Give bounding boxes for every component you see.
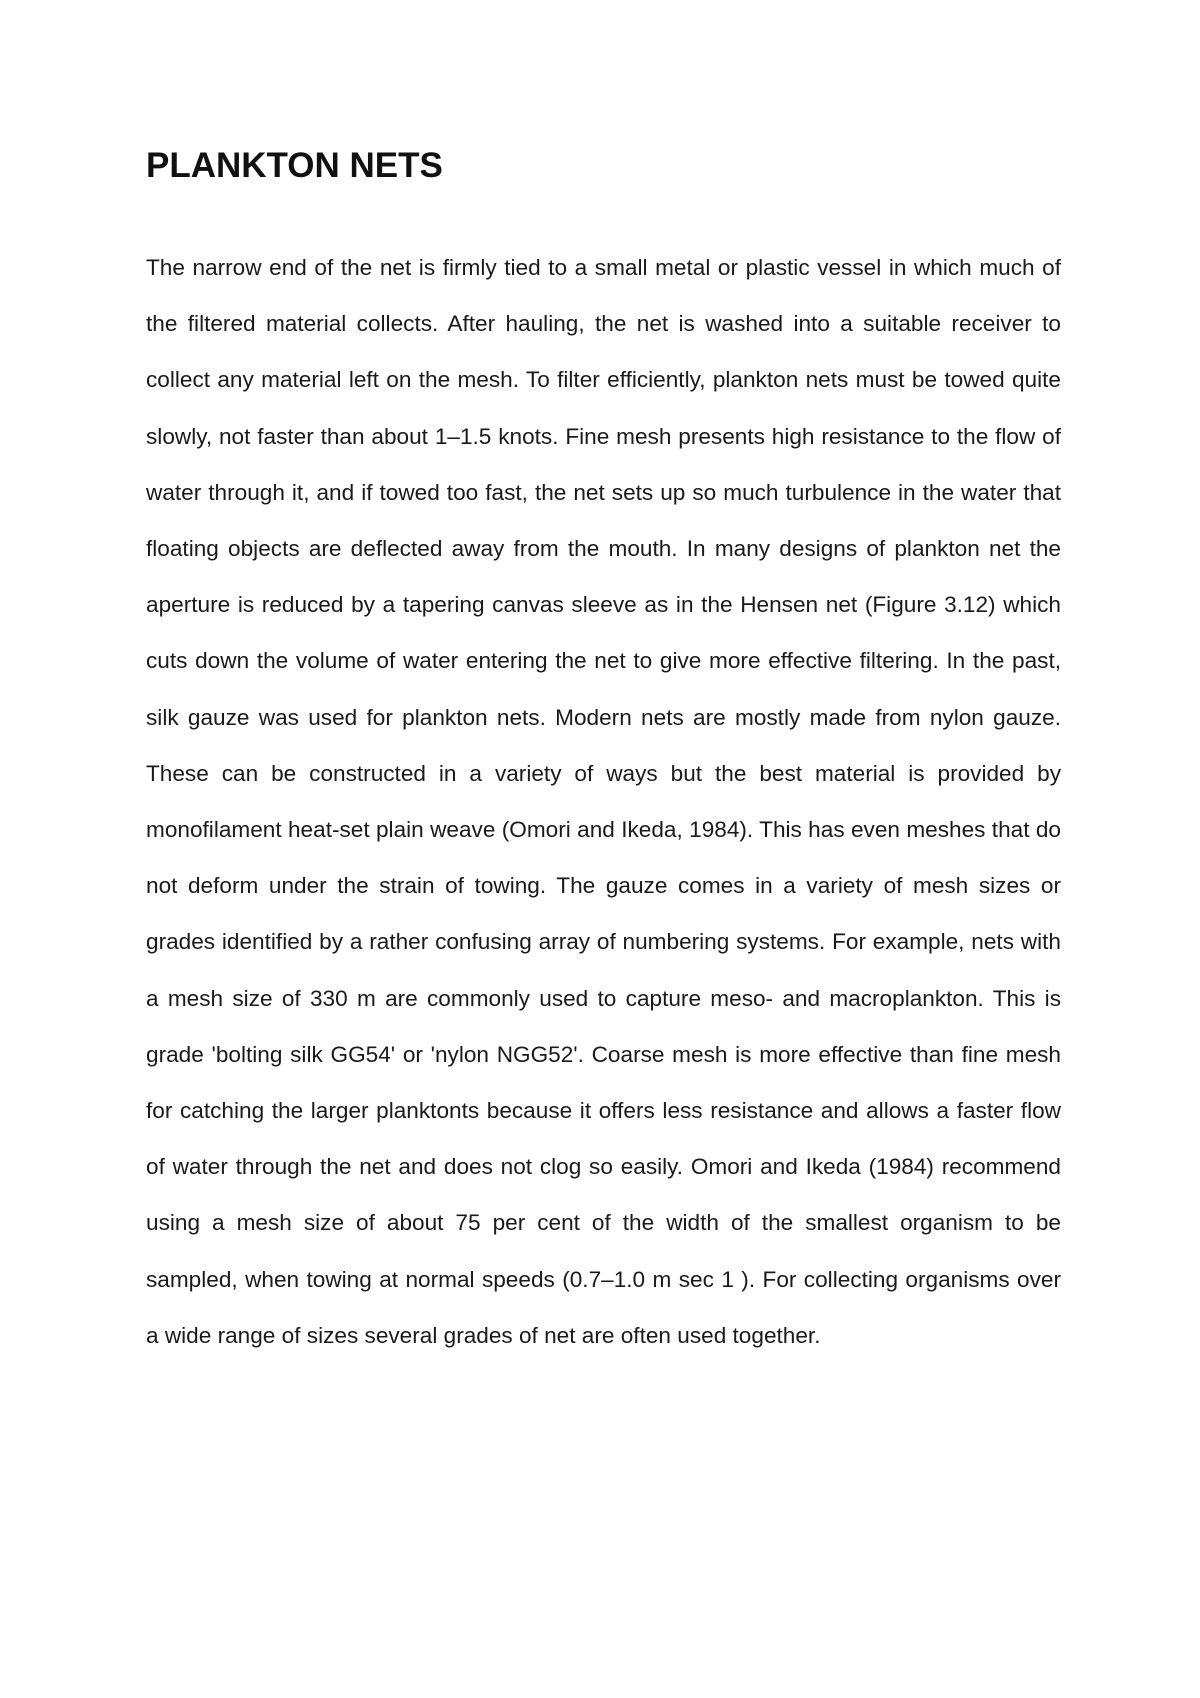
document-title: PLANKTON NETS — [146, 146, 443, 185]
body-paragraph: The narrow end of the net is firmly tied to a small metal or plastic vessel in which much of the filtered material collects. After hauling, the net is washed into a suitable receiver to collect any material left on the mesh. To filter efficiently, plankton nets must be towed quite slowly, not faster than about 1–1.5 knots. Fine mesh presents high resistance to the flow of water through it, and if towed too fast, the net sets up so much turbulence in the water that floating objects are deflected away from the mouth. In many designs of plankton net the aperture is reduced by a tapering canvas sleeve as in the Hensen net (Figure 3.12) which cuts down the volume of water entering the net to give more effective filtering. In the past, silk gauze was used for plankton nets. Modern nets are mostly made from nylon gauze. These can be constructed in a variety of ways but the best material is provided by monofilament heat-set plain weave (Omori and Ikeda, 1984). This has even meshes that do not deform under the strain of towing. The gauze comes in a variety of mesh sizes or grades identified by a rather confusing array of numbering systems. For example, nets with a mesh size of 330 m are commonly used to capture meso- and macroplankton. This is grade 'bolting silk GG54' or 'nylon NGG52'. Coarse mesh is more effective than fine mesh for catching the larger planktonts because it offers less resistance and allows a faster flow of water through the net and does not clog so easily. Omori and Ikeda (1984) recommend using a mesh size of about 75 per cent of the width of the smallest organism to be sampled, when towing at normal speeds (0.7–1.0 m sec 1 ). For collecting organisms over a wide range of sizes several grades of net are often used together. — [146, 255, 1061, 1348]
